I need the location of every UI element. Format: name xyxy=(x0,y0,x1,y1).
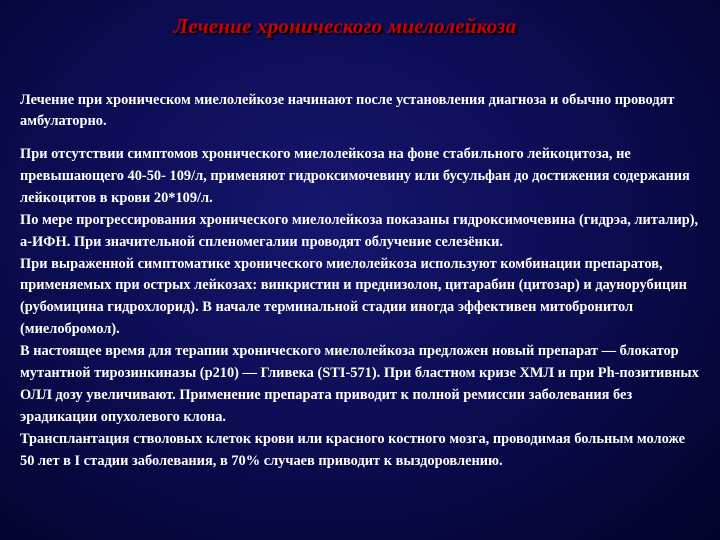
paragraph-transplantation: Трансплантация стволовых клеток крови или красного костного мозга, проводимая больным моложе 50 лет в I стадии заболевания, в 70% случаев приводит к выздоровлению. xyxy=(20,430,686,469)
paragraph-symptomatic: При выраженной симптоматике хронического миелолейкоза используют комбинации препаратов, применяемых при острых лейкозах: винкристин и преднизолон, цитарабин (цитозар) и даунорубицин (рубомицина гидрохлорид). В начале терминальной стадии иногда эффективен митобронитол (миелобромол). xyxy=(20,255,687,338)
paragraph-progression: По мере прогрессирования хронического миелолейкоза показаны гидроксимочевина (гидрэа, литалир), а-ИФН. При значительной спленомегалии проводят облучение селезёнки. xyxy=(20,211,699,250)
paragraph-asymptomatic: При отсутствии симптомов хронического миелолейкоза на фоне стабильного лейкоцитоза, не превышающего 40-50- 109/л, применяют гидроксимочевину или бусульфан до достижения содержания лейкоцитов в крови 20*109/л. xyxy=(20,146,690,206)
paragraph-glivec: В настоящее время для терапии хронического миелолейкоза предложен новый препарат — блокатор мутантной тирозинкиназы (р210) — Гливека (STI-571). При бластном кризе ХМЛ и при Ph-позитивных ОЛЛ дозу увеличивают. Применение препарата приводит к полной ремиссии заболевания без эрадикации опухолевого клона. xyxy=(20,343,699,425)
slide-title: Лечение хронического миелолейкоза xyxy=(173,14,517,38)
body-text xyxy=(20,144,700,473)
intro-paragraph: Лечение при хроническом миелолейкозе начинают после установления диагноза и обычно проводят амбулаторно. xyxy=(20,92,675,129)
